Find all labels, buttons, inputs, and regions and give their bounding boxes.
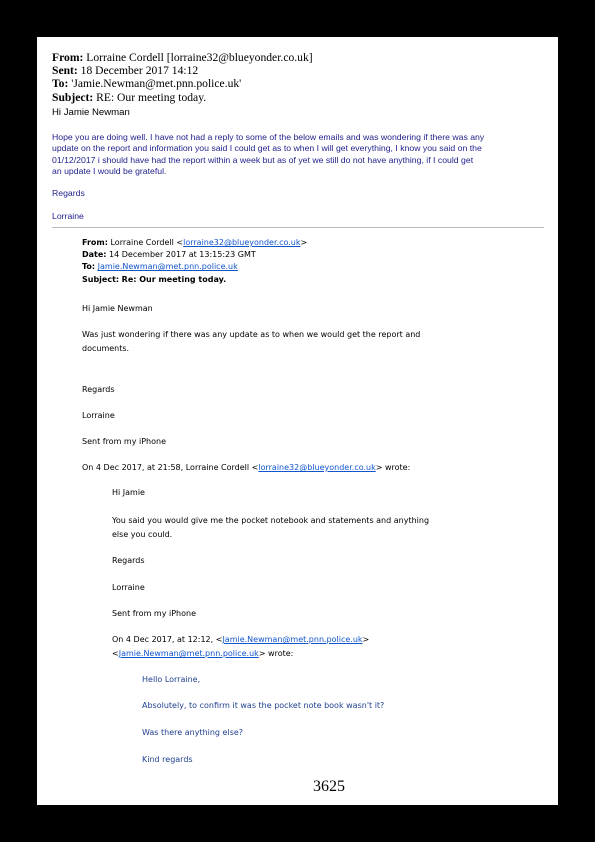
header-subject-row — [52, 91, 313, 104]
reply-line: Absolutely, to confirm it was the pocket note book wasn't it? — [142, 701, 385, 710]
subject-value: RE: Our meeting today. — [96, 90, 207, 104]
quoted-from-close: > — [300, 238, 308, 247]
wrote-prefix: On 4 Dec 2017, at 12:12, < — [112, 635, 223, 644]
nested-body-line: You said you would give me the pocket notebook and statements and anything — [112, 516, 430, 525]
quoted-date-value: 14 December 2017 at 13:15:23 GMT — [109, 250, 256, 260]
quoted-to-email-link[interactable]: Jamie.Newman@met.pnn.police.uk — [97, 262, 238, 272]
message-body-line: 01/12/2017 i should have had the report within a week but as of yet we still do not have anything, if I could get — [52, 154, 474, 165]
reply-closing: Kind regards — [142, 755, 193, 764]
reply-greeting: Hello Lorraine, — [142, 675, 201, 684]
to-value: 'Jamie.Newman@met.pnn.police.uk' — [71, 77, 242, 91]
quoted-from-label: From: — [82, 238, 108, 247]
nested-wrote-line-2 — [112, 647, 293, 661]
quoted-subject-value: Re: Our meeting today. — [121, 274, 227, 284]
quoted-subject-row — [82, 274, 307, 286]
quoted-to-label: To: — [82, 262, 96, 272]
message-body — [52, 132, 548, 178]
separator-line — [52, 227, 544, 228]
message-greeting: Hi Jamie Newman — [52, 107, 130, 118]
message-signature: Lorraine — [52, 211, 84, 221]
page-number: 3625 — [313, 778, 345, 795]
nested-signature: Lorraine — [112, 583, 145, 592]
wrote-email-link[interactable]: lorraine32@blueyonder.co.uk — [258, 463, 376, 472]
quoted-from-row — [82, 237, 307, 249]
reply-line: Was there anything else? — [142, 728, 244, 737]
quoted-greeting: Hi Jamie Newman — [82, 304, 153, 313]
wrote-email-link[interactable]: Jamie.Newman@met.pnn.police.uk — [118, 649, 259, 658]
message-body-line: Hope you are doing well. I have not had a reply to some of the below emails and was wondering if there was any — [52, 132, 485, 142]
sent-value: 18 December 2017 14:12 — [80, 64, 199, 78]
quoted-to-row — [82, 261, 307, 273]
wrote-suffix: > wrote: — [375, 463, 411, 472]
nested-wrote-line — [112, 633, 369, 647]
from-value: Lorraine Cordell [lorraine32@blueyonder.co.uk] — [86, 51, 313, 64]
to-label: To: — [52, 77, 69, 91]
message-regards: Regards — [52, 188, 85, 198]
document-page — [37, 37, 558, 805]
from-label: From: — [52, 51, 84, 64]
wrote-suffix: > wrote: — [258, 649, 294, 658]
wrote-open: < — [112, 649, 119, 658]
wrote-prefix: On 4 Dec 2017, at 21:58, Lorraine Cordell < — [82, 463, 259, 472]
nested-regards: Regards — [112, 556, 145, 565]
quoted-regards: Regards — [82, 385, 115, 394]
nested-greeting: Hi Jamie — [112, 488, 145, 497]
header-to-row — [52, 77, 313, 90]
email-header — [52, 51, 313, 104]
message-body-line: an update I would be grateful. — [52, 166, 167, 177]
quoted-date-row — [82, 249, 307, 261]
quoted-header — [82, 237, 307, 286]
subject-label: Subject: — [52, 90, 94, 104]
nested-body-line: else you could. — [112, 530, 173, 539]
quoted-from-email-link[interactable]: lorraine32@blueyonder.co.uk — [183, 238, 301, 247]
quoted-wrote-line — [82, 461, 410, 475]
wrote-email-link[interactable]: Jamie.Newman@met.pnn.police.uk — [222, 635, 363, 644]
sent-label: Sent: — [52, 64, 78, 78]
wrote-mid: > — [362, 635, 370, 644]
message-body-line: update on the report and information you said I could get as to when I will get everything, I know you said on the — [52, 143, 482, 154]
header-from-row — [52, 51, 313, 64]
quoted-subject-label: Subject: — [82, 274, 120, 284]
quoted-sent-from: Sent from my iPhone — [82, 437, 166, 446]
header-sent-row — [52, 64, 313, 77]
quoted-body-line: documents. — [82, 344, 130, 353]
quoted-signature: Lorraine — [82, 411, 115, 420]
quoted-from-name: Lorraine Cordell < — [110, 238, 184, 247]
nested-sent-from: Sent from my iPhone — [112, 609, 196, 618]
quoted-date-label: Date: — [82, 250, 107, 260]
quoted-body-line: Was just wondering if there was any update as to when we would get the report and — [82, 330, 421, 339]
